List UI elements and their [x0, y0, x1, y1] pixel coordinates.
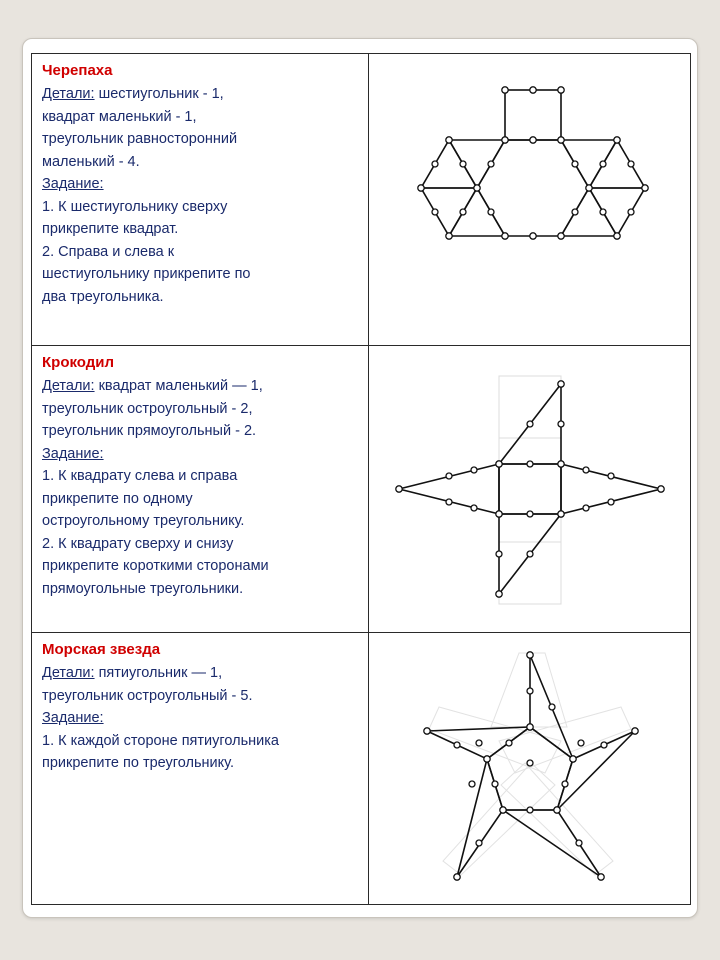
details-value: шестиугольник - 1,: [94, 86, 224, 102]
starfish-figure: [369, 633, 690, 903]
table-row: [32, 346, 690, 633]
details-label: Детали:: [42, 378, 95, 394]
text-line: треугольник остроугольный - 2,: [42, 400, 253, 417]
text-line: 1. К каждой стороне пятиугольника: [42, 732, 279, 749]
text-line: треугольник прямоугольный - 2.: [42, 423, 257, 439]
page-title: Морская звезда: [42, 641, 161, 658]
text-line: шестиугольнику прикрепите по: [42, 266, 251, 282]
text-line: прямоугольные треугольники.: [42, 580, 244, 597]
page-title: Черепаха: [42, 62, 113, 79]
crocodile-description: [42, 375, 360, 600]
details-value: пятиугольник — 1,: [94, 665, 223, 681]
details-value: квадрат маленький — 1,: [94, 378, 263, 394]
text-line: прикрепите по одному: [42, 490, 193, 507]
crocodile-figure: [369, 346, 690, 632]
text-line: 2. К квадрату сверху и снизу: [42, 535, 234, 552]
details-label: Детали:: [42, 86, 95, 102]
text-line: 1. К квадрату слева и справа: [42, 468, 238, 484]
text-line: маленький - 4.: [42, 153, 140, 170]
document-page: [22, 38, 698, 918]
starfish-description: [42, 662, 360, 775]
text-line: прикрепите по треугольнику.: [42, 755, 234, 771]
text-line: 1. К шестиугольнику сверху: [42, 198, 228, 215]
text-line: остроугольному треугольнику.: [42, 513, 245, 529]
table-row: [32, 633, 690, 904]
text-line: треугольник остроугольный - 5.: [42, 687, 253, 704]
task-label: Задание:: [42, 445, 104, 462]
turtle-description: [42, 83, 360, 308]
page-title: Крокодил: [42, 354, 115, 371]
text-line: квадрат маленький - 1,: [42, 108, 197, 125]
details-label: Детали:: [42, 665, 95, 681]
text-line: прикрепите короткими сторонами: [42, 558, 269, 574]
instruction-table: [31, 53, 691, 905]
text-line: прикрепите квадрат.: [42, 221, 179, 237]
starfish-text-cell: [32, 633, 369, 904]
task-label: Задание:: [42, 176, 104, 192]
turtle-figure-cell: [369, 54, 690, 345]
task-label: Задание:: [42, 710, 104, 726]
text-line: треугольник равносторонний: [42, 131, 238, 147]
text-line: 2. Справа и слева к: [42, 243, 175, 260]
turtle-text-cell: [32, 54, 369, 345]
crocodile-figure-cell: [369, 346, 690, 632]
starfish-figure-cell: [369, 633, 690, 904]
text-line: два треугольника.: [42, 288, 164, 305]
turtle-figure: [369, 54, 690, 345]
table-row: [32, 54, 690, 346]
crocodile-text-cell: [32, 346, 369, 632]
